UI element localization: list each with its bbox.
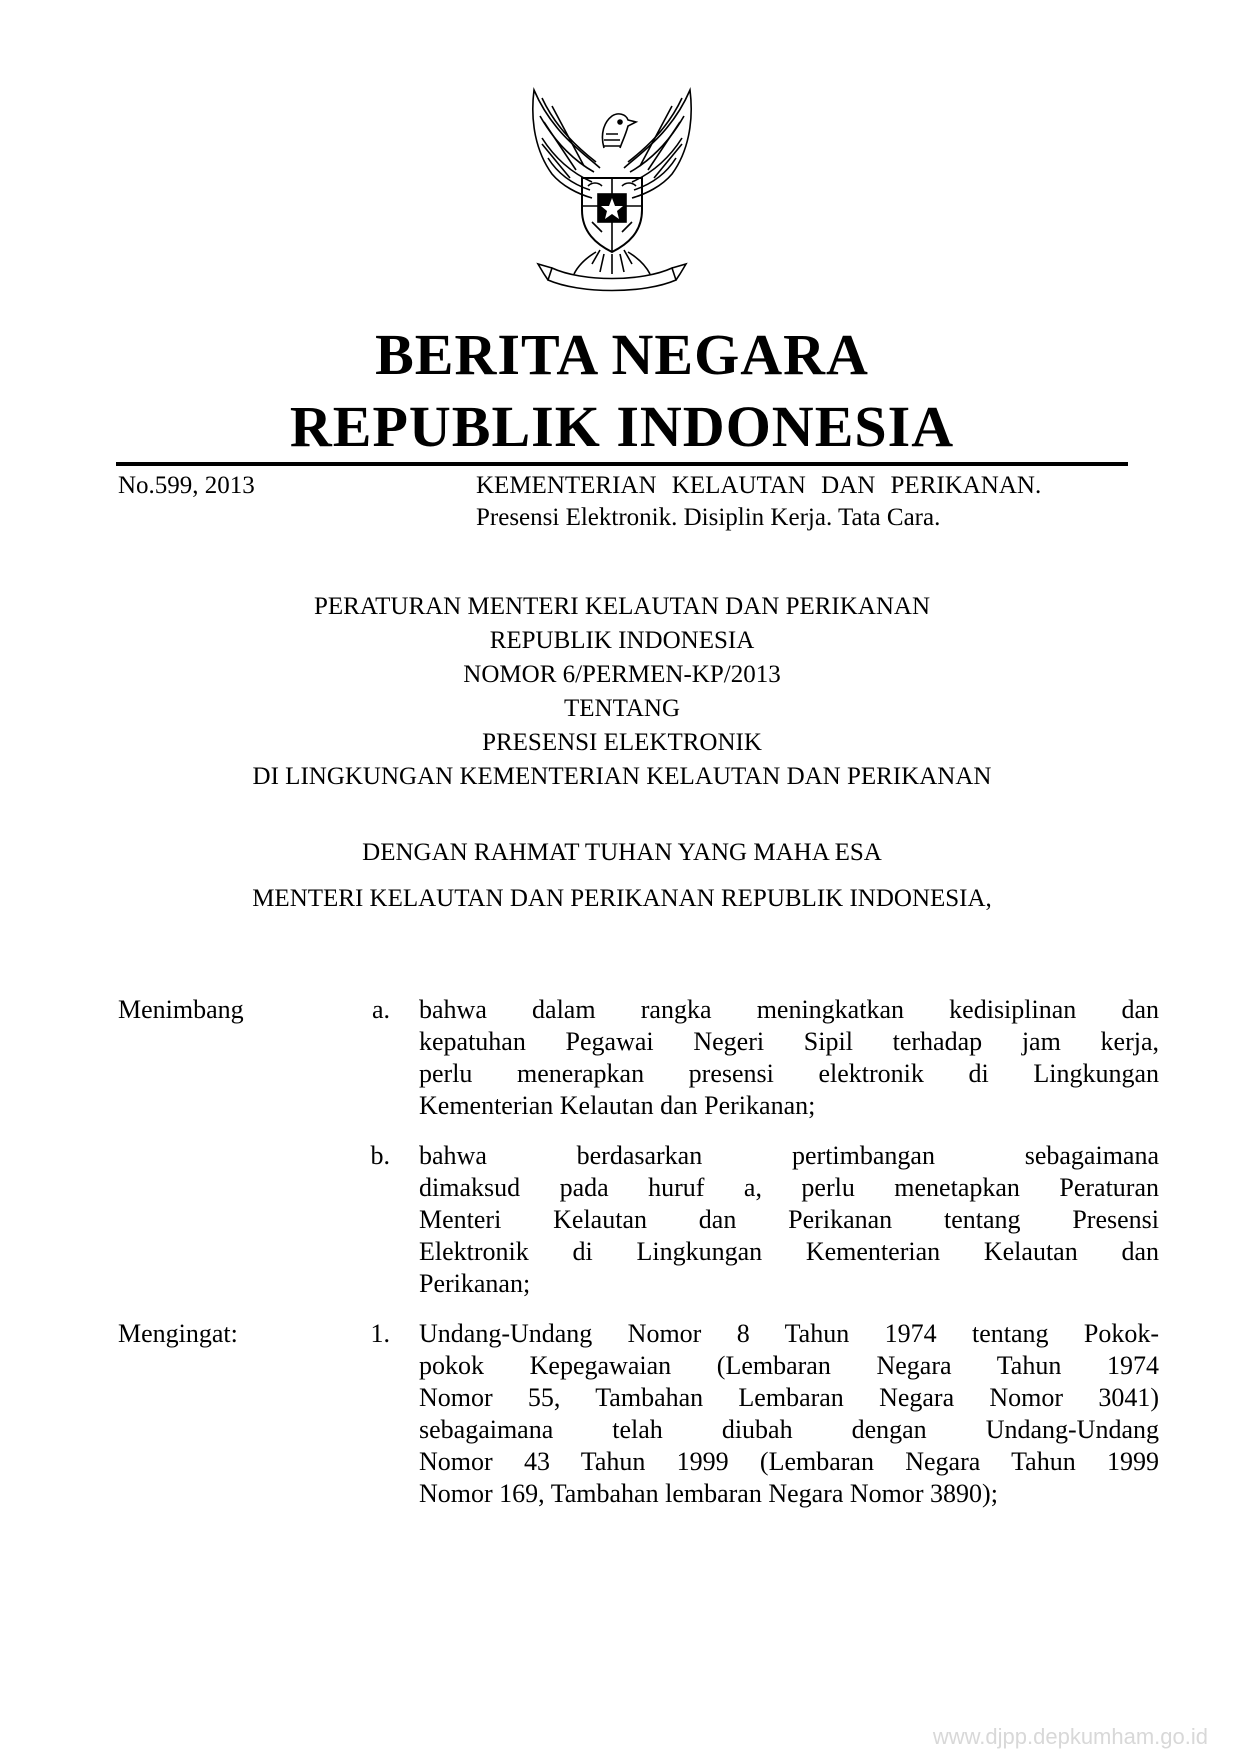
enacting-authority: MENTERI KELAUTAN DAN PERIKANAN REPUBLIK INDONESIA, [252, 885, 992, 912]
regulation-title [118, 590, 1126, 794]
item-marker: a. [371, 995, 390, 1024]
masthead-line-1: BERITA NEGARA [375, 322, 869, 387]
clause-line: Elektronik di Lingkungan Kementerian Kelautan dan [419, 1237, 1159, 1266]
gazette-number: No.599, 2013 [118, 472, 255, 499]
clause-line: Perikanan; [419, 1269, 531, 1298]
clause-line: dimaksud pada huruf a, perlu menetapkan Peraturan [419, 1173, 1159, 1202]
issuing-ministry: KEMENTERIAN KELAUTAN DAN PERIKANAN. [476, 472, 1042, 499]
mengingat-section [0, 1318, 1240, 1518]
masthead-divider [116, 462, 1128, 466]
title-line: PRESENSI ELEKTRONIK [482, 729, 762, 756]
clause-line: pokok Kepegawaian (Lembaran Negara Tahun 1974 [419, 1351, 1159, 1380]
masthead-line-2: REPUBLIK INDONESIA [289, 394, 955, 459]
title-line: REPUBLIK INDONESIA [489, 627, 755, 654]
clause-a [419, 994, 1159, 1122]
menimbang-section [0, 994, 1240, 1298]
clause-line: Nomor 55, Tambahan Lembaran Negara Nomor 3041) [419, 1383, 1159, 1412]
clause-line: perlu menerapkan presensi elektronik di Lingkungan [419, 1059, 1159, 1088]
garuda-emblem-logo [512, 82, 712, 298]
subject-keywords: Presensi Elektronik. Disiplin Kerja. Tata Cara. [476, 504, 941, 531]
clause-b [419, 1140, 1159, 1300]
item-marker: 1. [370, 1319, 390, 1348]
clause-1 [419, 1318, 1159, 1510]
clause-line: bahwa dalam rangka meningkatkan kedisiplinan dan [419, 995, 1159, 1024]
clause-line: Kementerian Kelautan dan Perikanan; [419, 1091, 816, 1120]
preamble-block [118, 836, 1126, 928]
clause-line: Undang-Undang Nomor 8 Tahun 1974 tentang Pokok- [419, 1319, 1159, 1348]
section-label: Menimbang [118, 995, 244, 1024]
title-line: NOMOR 6/PERMEN-KP/2013 [463, 661, 781, 688]
title-line: PERATURAN MENTERI KELAUTAN DAN PERIKANAN [313, 593, 931, 620]
clause-line: Nomor 169, Tambahan lembaran Negara Nomor 3890); [419, 1479, 998, 1508]
clause-line: Nomor 43 Tahun 1999 (Lembaran Negara Tahun 1999 [419, 1447, 1159, 1476]
clause-line: Menteri Kelautan dan Perikanan tentang Presensi [419, 1205, 1159, 1234]
clause-line: sebagaimana telah diubah dengan Undang-Undang [419, 1415, 1159, 1444]
title-line: TENTANG [563, 695, 681, 722]
clause-line: bahwa berdasarkan pertimbangan sebagaimana [419, 1141, 1159, 1170]
source-watermark: www.djpp.depkumham.go.id [932, 1724, 1208, 1749]
invocation: DENGAN RAHMAT TUHAN YANG MAHA ESA [362, 839, 882, 866]
title-line: DI LINGKUNGAN KEMENTERIAN KELAUTAN DAN PERIKANAN [252, 763, 992, 790]
clause-line: kepatuhan Pegawai Negeri Sipil terhadap jam kerja, [419, 1027, 1159, 1056]
section-label: Mengingat: [118, 1319, 238, 1348]
item-marker: b. [370, 1141, 390, 1170]
